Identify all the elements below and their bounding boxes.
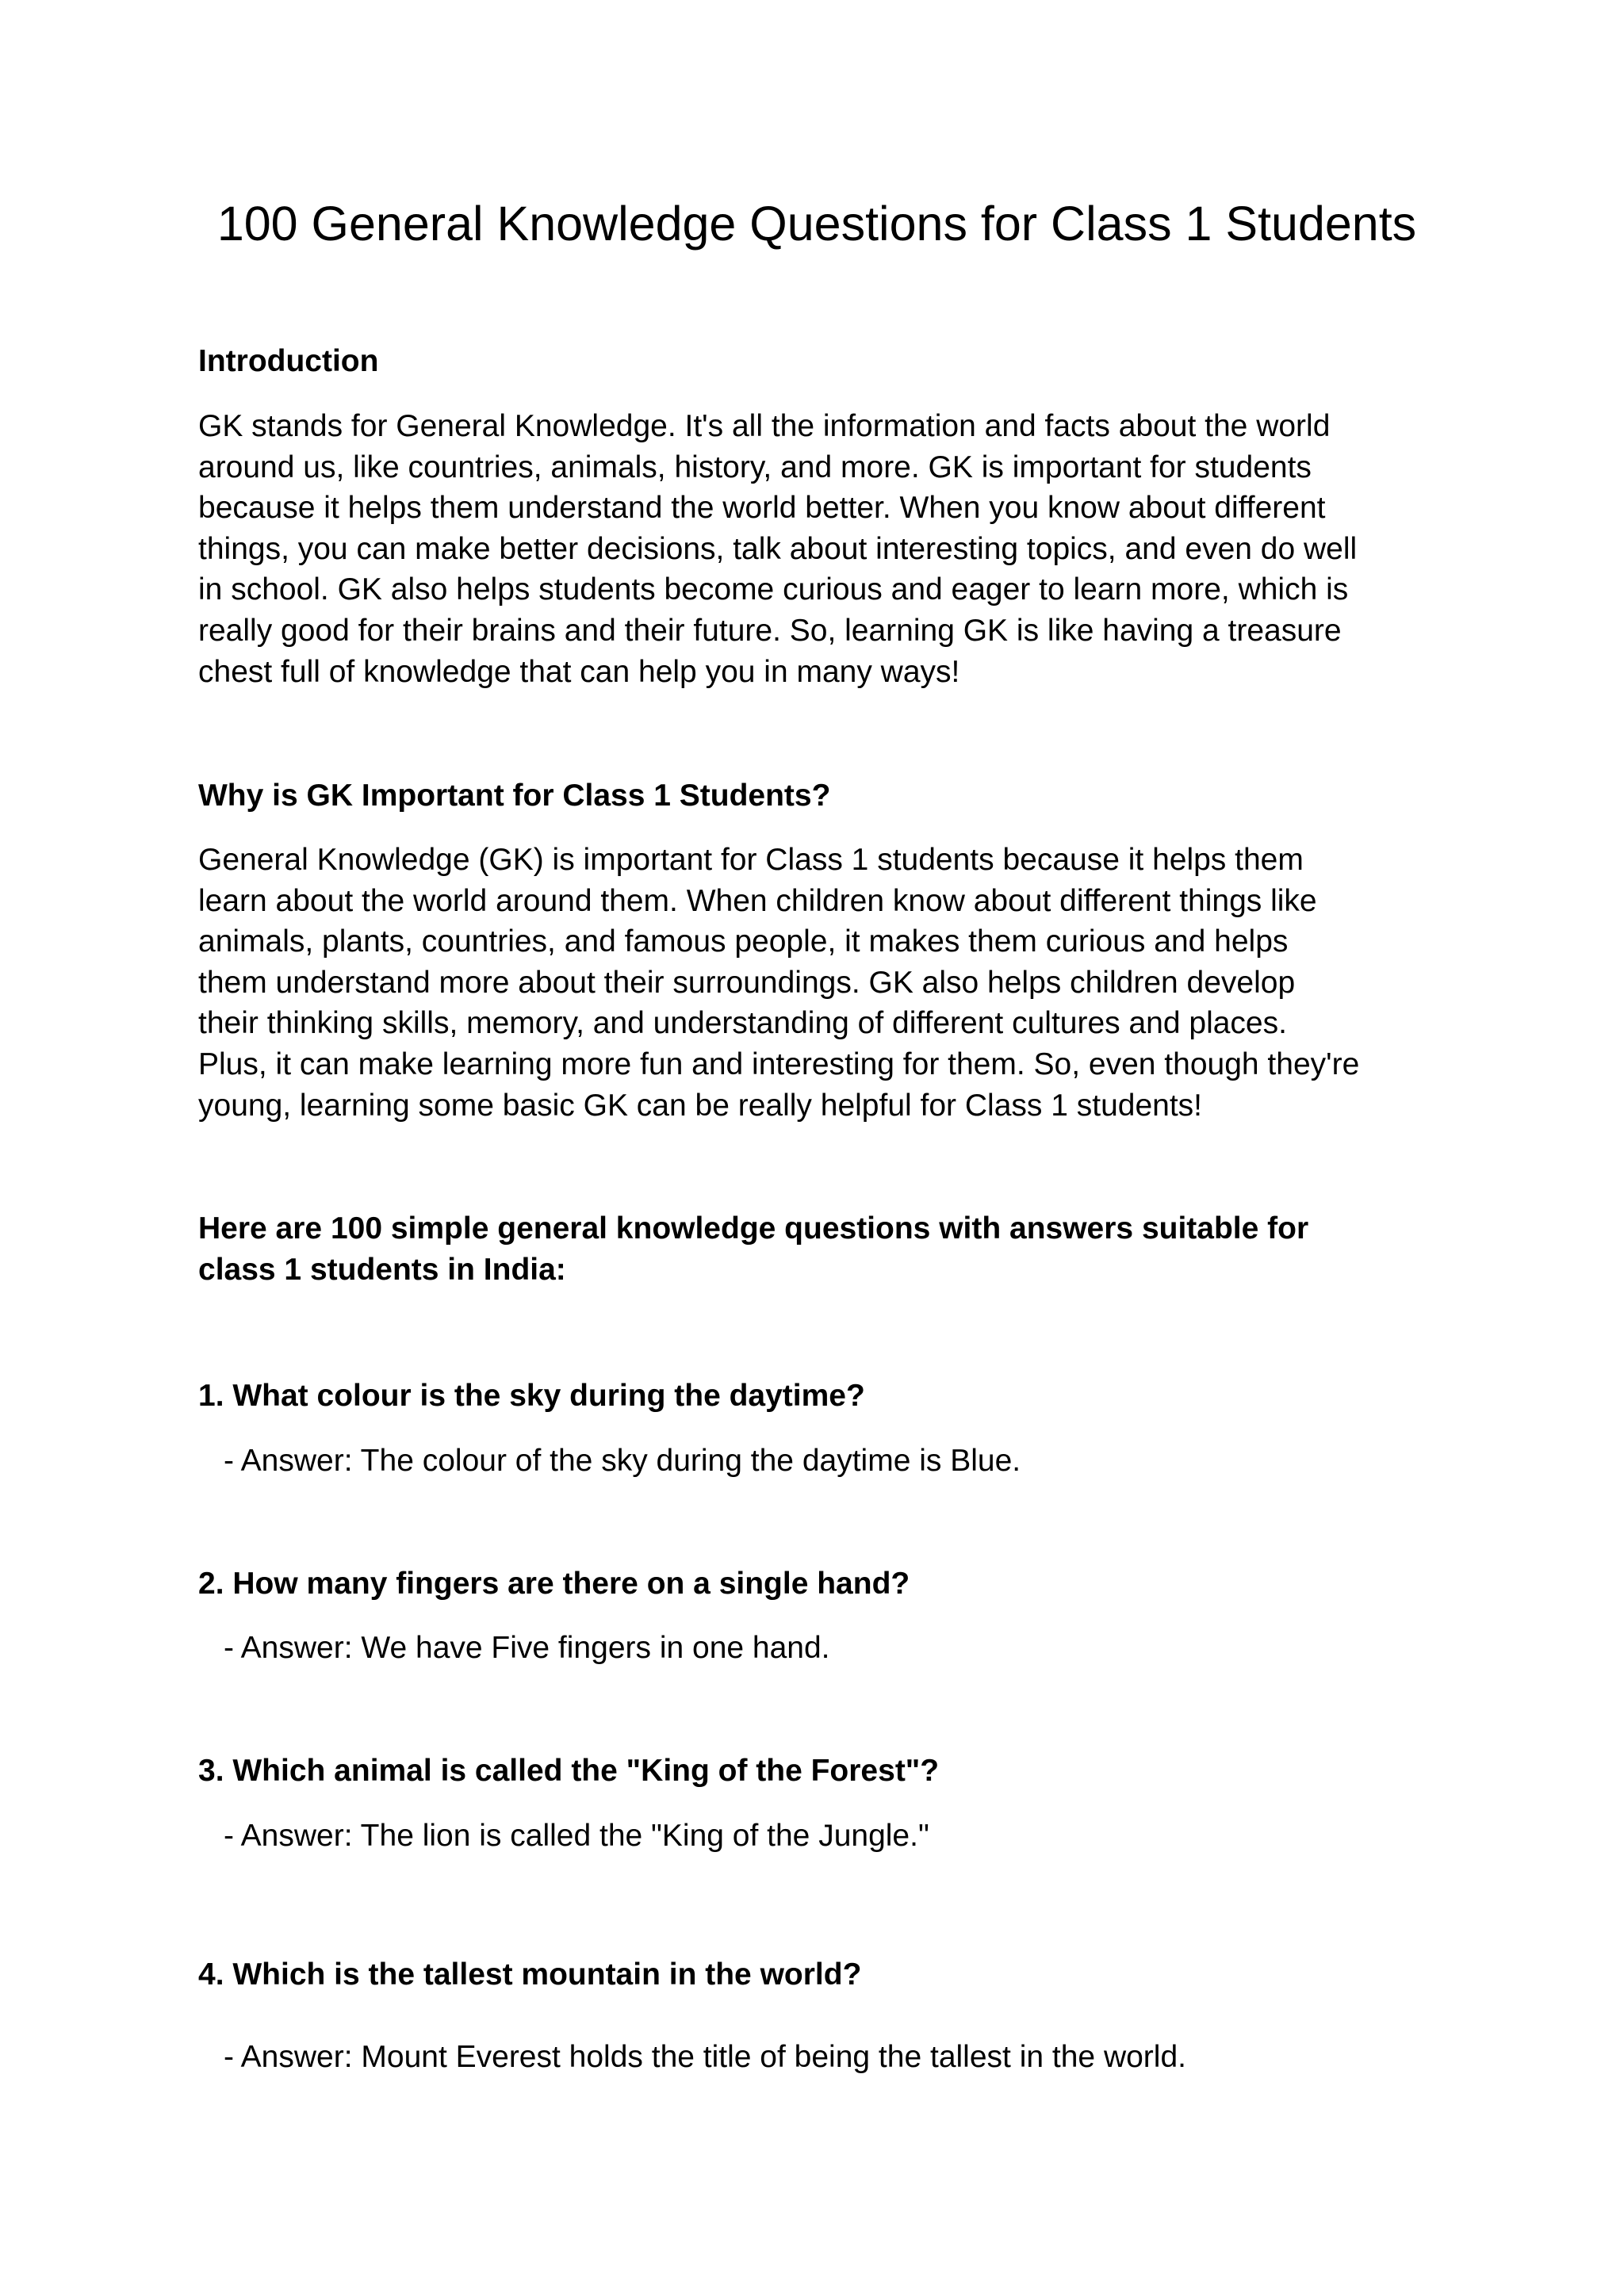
- why-line: their thinking skills, memory, and understanding of different cultures and places.: [198, 1006, 1287, 1041]
- intro-line: chest full of knowledge that can help you in many ways!: [198, 654, 960, 689]
- answer-2: - Answer: We have Five fingers in one hand.: [224, 1631, 830, 1665]
- intro-line: because it helps them understand the world better. When you know about different: [198, 491, 1326, 526]
- answer-4: - Answer: Mount Everest holds the title of being the tallest in the world.: [224, 2040, 1186, 2074]
- why-line: them understand more about their surroundings. GK also helps children develop: [198, 965, 1296, 1000]
- document-title: 100 General Knowledge Questions for Class 1 Students: [216, 197, 1417, 251]
- list-intro-heading: [198, 1208, 1435, 1291]
- intro-paragraph: [198, 406, 1435, 692]
- why-heading: Why is GK Important for Class 1 Students?: [198, 779, 831, 813]
- why-line: young, learning some basic GK can be really helpful for Class 1 students!: [198, 1088, 1203, 1123]
- answer-3: - Answer: The lion is called the "King of the Jungle.": [224, 1819, 929, 1853]
- intro-line: in school. GK also helps students become curious and eager to learn more, which is: [198, 572, 1349, 607]
- list-intro-line: class 1 students in India:: [198, 1253, 566, 1287]
- question-1: 1. What colour is the sky during the daytime?: [198, 1379, 865, 1413]
- list-intro-line: Here are 100 simple general knowledge questions with answers suitable for: [198, 1211, 1309, 1246]
- intro-heading: Introduction: [198, 344, 379, 378]
- why-paragraph: [198, 840, 1435, 1126]
- question-3: 3. Which animal is called the "King of the Forest"?: [198, 1754, 940, 1788]
- question-2: 2. How many fingers are there on a single hand?: [198, 1567, 910, 1601]
- why-line: animals, plants, countries, and famous people, it makes them curious and helps: [198, 924, 1289, 959]
- intro-line: really good for their brains and their future. So, learning GK is like having a treasure: [198, 613, 1342, 648]
- intro-line: GK stands for General Knowledge. It's all the information and facts about the world: [198, 409, 1331, 443]
- why-line: Plus, it can make learning more fun and interesting for them. So, even though they're: [198, 1047, 1360, 1081]
- why-line: General Knowledge (GK) is important for Class 1 students because it helps them: [198, 843, 1304, 877]
- question-4: 4. Which is the tallest mountain in the world?: [198, 1957, 862, 1992]
- intro-line: around us, like countries, animals, history, and more. GK is important for students: [198, 450, 1312, 484]
- intro-line: things, you can make better decisions, talk about interesting topics, and even do well: [198, 531, 1358, 566]
- why-line: learn about the world around them. When children know about different things like: [198, 883, 1317, 918]
- answer-1: - Answer: The colour of the sky during the daytime is Blue.: [224, 1444, 1021, 1478]
